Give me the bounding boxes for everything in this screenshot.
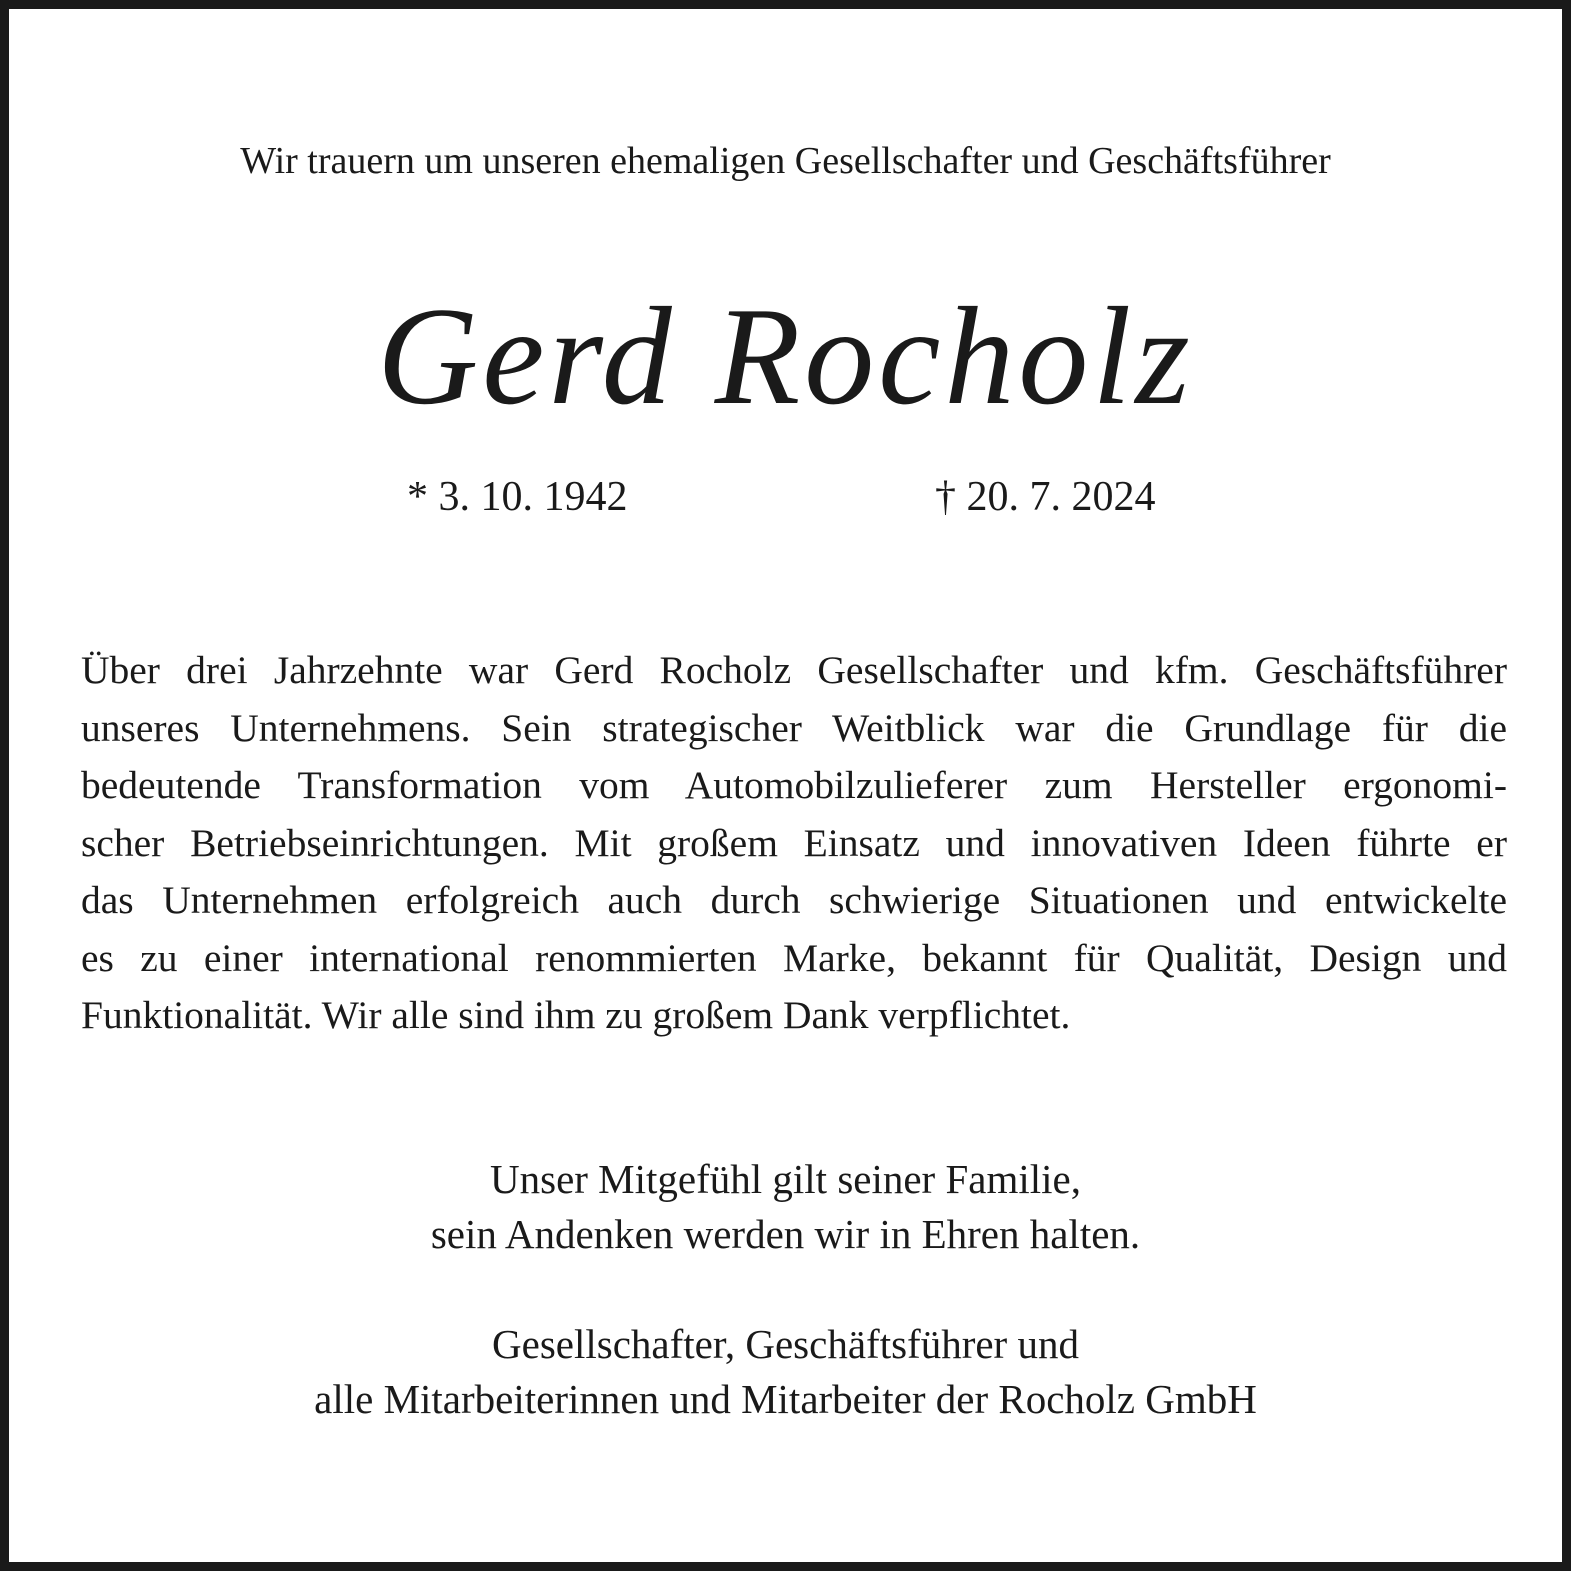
intro-line: Wir trauern um unseren ehemaligen Gesellschafter und Geschäftsführer bbox=[240, 140, 1331, 182]
birth-date: * 3. 10. 1942 bbox=[407, 474, 628, 520]
death-date: † 20. 7. 2024 bbox=[935, 474, 1156, 520]
tribute-line: das Unternehmen erfolgreich auch durch schwierige Situationen und entwickelte bbox=[81, 878, 1507, 922]
condolence-message bbox=[9, 1152, 1562, 1262]
signature-block bbox=[9, 1317, 1562, 1427]
signature-line: alle Mitarbeiterinnen und Mitarbeiter der Rocholz GmbH bbox=[314, 1376, 1257, 1422]
tribute-line: Über drei Jahrzehnte war Gerd Rocholz Gesellschafter und kfm. Geschäftsführer bbox=[81, 648, 1507, 692]
tribute-line: bedeutende Transformation vom Automobilzulieferer zum Hersteller ergonomi- bbox=[81, 763, 1507, 807]
tribute-line: es zu einer international renommierten Marke, bekannt für Qualität, Design und bbox=[81, 935, 1507, 980]
tribute-line: Funktionalität. Wir alle sind ihm zu großem Dank verpflichtet. bbox=[81, 993, 1071, 1037]
tribute-line: unseres Unternehmens. Sein strategischer Weitblick war die Grundlage für die bbox=[81, 705, 1507, 750]
deceased-name: Gerd Rocholz bbox=[377, 279, 1194, 434]
tribute-line: scher Betriebseinrichtungen. Mit großem Einsatz und innovativen Ideen führte er bbox=[81, 820, 1507, 865]
signature-line: Gesellschafter, Geschäftsführer und bbox=[492, 1321, 1079, 1367]
condolence-line: sein Andenken werden wir in Ehren halten. bbox=[430, 1211, 1141, 1257]
tribute-paragraph bbox=[81, 642, 1507, 1045]
condolence-line: Unser Mitgefühl gilt seiner Familie, bbox=[490, 1156, 1081, 1202]
